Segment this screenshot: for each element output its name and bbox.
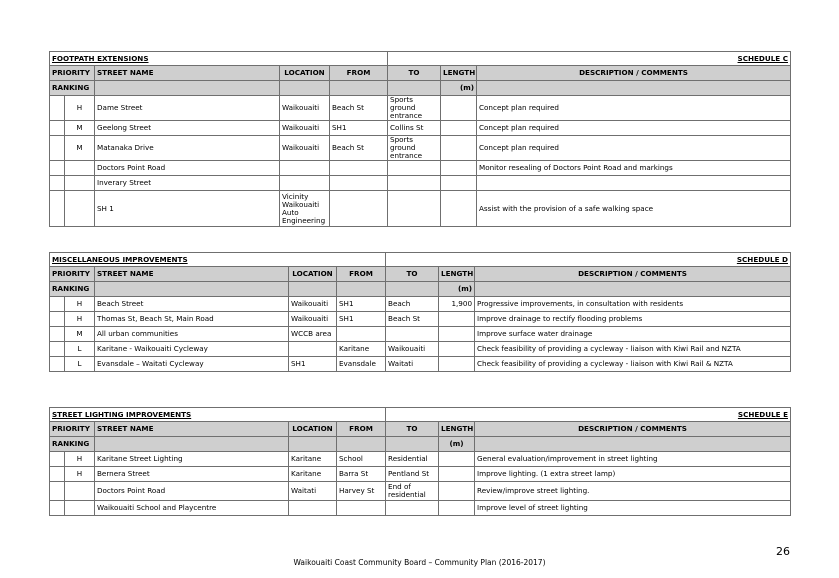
row-length — [441, 191, 477, 227]
row-to — [386, 501, 439, 516]
table-row — [50, 452, 791, 467]
row-priority: L — [65, 342, 95, 357]
row-length — [439, 482, 475, 501]
row-description: Check feasibility of providing a cycleway - liaison with Kiwi Rail & NZTA — [475, 357, 791, 372]
table-row — [50, 501, 791, 516]
row-description: Monitor resealing of Doctors Point Road and markings — [477, 161, 791, 176]
row-length — [439, 312, 475, 327]
table-row — [50, 191, 791, 227]
row-priority-blank — [50, 327, 65, 342]
row-priority-blank — [50, 161, 65, 176]
table-row — [50, 121, 791, 136]
page-footer: Waikouaiti Coast Community Board – Community Plan (2016-2017) — [293, 558, 546, 567]
row-description: Assist with the provision of a safe walking space — [477, 191, 791, 227]
row-location: Waikouaiti — [280, 136, 330, 161]
header-length: LENGTH — [439, 422, 475, 437]
row-priority: M — [65, 327, 95, 342]
header-to: TO — [386, 267, 439, 282]
row-location: Vicinity Waikouaiti Auto Engineering — [280, 191, 330, 227]
header-location: LOCATION — [289, 422, 337, 437]
row-length — [439, 357, 475, 372]
row-from: School — [337, 452, 386, 467]
row-length — [439, 467, 475, 482]
header-length: LENGTH — [439, 267, 475, 282]
row-priority: H — [65, 96, 95, 121]
row-priority-blank — [50, 121, 65, 136]
row-priority-blank — [50, 467, 65, 482]
row-street-name: Thomas St, Beach St, Main Road — [95, 312, 289, 327]
row-from: Karitane — [337, 342, 386, 357]
table-row — [50, 161, 791, 176]
row-priority — [65, 191, 95, 227]
row-from: Beach St — [330, 96, 388, 121]
row-length — [439, 327, 475, 342]
row-to: Waitati — [386, 357, 439, 372]
header-from: FROM — [337, 267, 386, 282]
row-priority: L — [65, 357, 95, 372]
schedule-e-table — [49, 407, 791, 516]
table-row — [50, 176, 791, 191]
row-to: Residential — [386, 452, 439, 467]
row-length — [441, 136, 477, 161]
row-priority-blank — [50, 482, 65, 501]
row-to: Waikouaiti — [386, 342, 439, 357]
row-to — [388, 191, 441, 227]
row-location: Waikouaiti — [289, 312, 337, 327]
row-street-name: Inverary Street — [95, 176, 280, 191]
row-priority-blank — [50, 312, 65, 327]
row-location: Waikouaiti — [280, 96, 330, 121]
row-location: SH1 — [289, 357, 337, 372]
row-street-name: Beach Street — [95, 297, 289, 312]
schedule-c-table — [49, 51, 791, 227]
row-street-name: Bernera Street — [95, 467, 289, 482]
row-priority-blank — [50, 342, 65, 357]
header-description: DESCRIPTION / COMMENTS — [475, 267, 791, 282]
header-length: LENGTH — [441, 66, 477, 81]
row-length — [441, 176, 477, 191]
row-length — [439, 342, 475, 357]
row-priority-blank — [50, 452, 65, 467]
table-row — [50, 96, 791, 121]
header-length-unit: (m) — [441, 81, 477, 96]
row-priority-blank — [50, 96, 65, 121]
row-from: SH1 — [337, 297, 386, 312]
row-street-name: Waikouaiti School and Playcentre — [95, 501, 289, 516]
row-description — [477, 176, 791, 191]
row-description: Check feasibility of providing a cycleway - liaison with Kiwi Rail and NZTA — [475, 342, 791, 357]
page-number: 26 — [776, 545, 790, 558]
row-to: End of residential — [386, 482, 439, 501]
row-to: Beach St — [386, 312, 439, 327]
table-row — [50, 136, 791, 161]
header-priority: PRIORITY — [50, 267, 95, 282]
row-priority-blank — [50, 136, 65, 161]
row-priority — [65, 176, 95, 191]
row-from — [337, 501, 386, 516]
header-description: DESCRIPTION / COMMENTS — [475, 422, 791, 437]
row-length — [439, 501, 475, 516]
header-to: TO — [386, 422, 439, 437]
schedule-code: SCHEDULE E — [386, 408, 791, 422]
schedule-title: FOOTPATH EXTENSIONS — [50, 52, 388, 66]
row-from — [330, 161, 388, 176]
header-priority: PRIORITY — [50, 422, 95, 437]
row-street-name: Geelong Street — [95, 121, 280, 136]
row-location: Waikouaiti — [289, 297, 337, 312]
row-street-name: All urban communities — [95, 327, 289, 342]
header-description: DESCRIPTION / COMMENTS — [477, 66, 791, 81]
row-street-name: Matanaka Drive — [95, 136, 280, 161]
schedule-code: SCHEDULE C — [388, 52, 791, 66]
row-to — [386, 327, 439, 342]
row-from — [330, 191, 388, 227]
row-description: Improve level of street lighting — [475, 501, 791, 516]
table-row — [50, 327, 791, 342]
row-priority-blank — [50, 357, 65, 372]
row-to: Pentland St — [386, 467, 439, 482]
row-from: SH1 — [337, 312, 386, 327]
row-from — [337, 327, 386, 342]
row-priority: H — [65, 467, 95, 482]
table-row — [50, 312, 791, 327]
row-description: Concept plan required — [477, 96, 791, 121]
row-priority: M — [65, 136, 95, 161]
header-to: TO — [388, 66, 441, 81]
row-description: Concept plan required — [477, 136, 791, 161]
row-description: Progressive improvements, in consultation with residents — [475, 297, 791, 312]
row-location: Karitane — [289, 452, 337, 467]
row-priority: H — [65, 297, 95, 312]
schedule-title: MISCELLANEOUS IMPROVEMENTS — [50, 253, 386, 267]
row-location: Karitane — [289, 467, 337, 482]
header-length-unit: (m) — [439, 282, 475, 297]
row-priority-blank — [50, 501, 65, 516]
row-description: Improve drainage to rectify flooding problems — [475, 312, 791, 327]
header-location: LOCATION — [289, 267, 337, 282]
header-from: FROM — [337, 422, 386, 437]
row-from: Harvey St — [337, 482, 386, 501]
row-priority — [65, 501, 95, 516]
header-priority: PRIORITY — [50, 66, 95, 81]
row-street-name: Karitane Street Lighting — [95, 452, 289, 467]
header-length-unit: (m) — [439, 437, 475, 452]
row-street-name: Karitane - Waikouaiti Cycleway — [95, 342, 289, 357]
header-ranking: RANKING — [50, 282, 95, 297]
schedule-code: SCHEDULE D — [386, 253, 791, 267]
row-description: Improve surface water drainage — [475, 327, 791, 342]
table-row — [50, 297, 791, 312]
row-to: Collins St — [388, 121, 441, 136]
table-row — [50, 342, 791, 357]
row-from: Beach St — [330, 136, 388, 161]
header-ranking: RANKING — [50, 437, 95, 452]
row-location — [280, 176, 330, 191]
row-location — [280, 161, 330, 176]
row-to: Beach — [386, 297, 439, 312]
row-priority: M — [65, 121, 95, 136]
row-priority-blank — [50, 191, 65, 227]
row-description: Concept plan required — [477, 121, 791, 136]
row-from — [330, 176, 388, 191]
row-from: Barra St — [337, 467, 386, 482]
row-priority-blank — [50, 297, 65, 312]
header-street: STREET NAME — [95, 66, 280, 81]
row-length — [441, 96, 477, 121]
header-street: STREET NAME — [95, 422, 289, 437]
table-row — [50, 357, 791, 372]
row-to: Sports ground entrance — [388, 96, 441, 121]
row-length — [439, 452, 475, 467]
row-location: Waikouaiti — [280, 121, 330, 136]
header-location: LOCATION — [280, 66, 330, 81]
row-priority: H — [65, 452, 95, 467]
table-row — [50, 467, 791, 482]
row-to: Sports ground entrance — [388, 136, 441, 161]
row-location — [289, 501, 337, 516]
header-street: STREET NAME — [95, 267, 289, 282]
row-from: Evansdale — [337, 357, 386, 372]
header-ranking: RANKING — [50, 81, 95, 96]
schedule-d-table — [49, 252, 791, 372]
row-location — [289, 342, 337, 357]
row-street-name: Doctors Point Road — [95, 482, 289, 501]
row-street-name: Dame Street — [95, 96, 280, 121]
row-to — [388, 161, 441, 176]
row-location: Waitati — [289, 482, 337, 501]
row-location: WCCB area — [289, 327, 337, 342]
table-row — [50, 482, 791, 501]
row-from: SH1 — [330, 121, 388, 136]
row-length — [441, 121, 477, 136]
row-priority — [65, 161, 95, 176]
row-description: General evaluation/improvement in street lighting — [475, 452, 791, 467]
row-street-name: Evansdale – Waitati Cycleway — [95, 357, 289, 372]
row-description: Review/improve street lighting. — [475, 482, 791, 501]
row-length: 1,900 — [439, 297, 475, 312]
row-description: Improve lighting. (1 extra street lamp) — [475, 467, 791, 482]
row-priority: H — [65, 312, 95, 327]
row-length — [441, 161, 477, 176]
row-to — [388, 176, 441, 191]
row-street-name: SH 1 — [95, 191, 280, 227]
row-priority — [65, 482, 95, 501]
header-from: FROM — [330, 66, 388, 81]
row-street-name: Doctors Point Road — [95, 161, 280, 176]
row-priority-blank — [50, 176, 65, 191]
schedule-title: STREET LIGHTING IMPROVEMENTS — [50, 408, 386, 422]
